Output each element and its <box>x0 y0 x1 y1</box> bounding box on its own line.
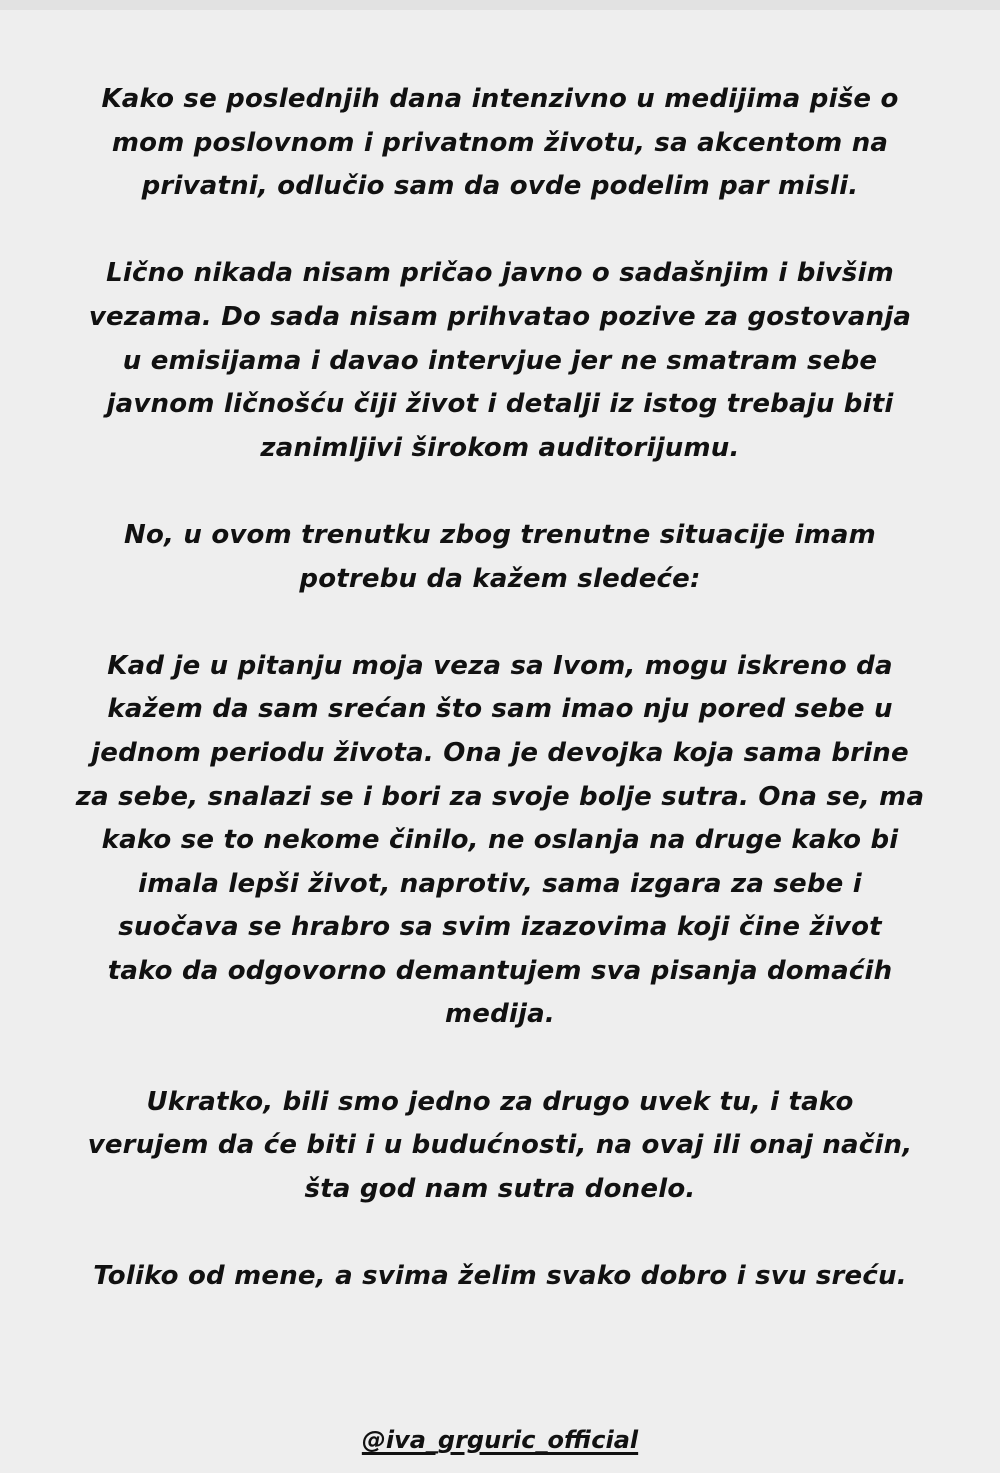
paragraph-intro <box>30 78 970 209</box>
story-progress-bar <box>0 0 1000 10</box>
paragraph-situation <box>30 514 970 601</box>
text-line: potrebu da kažem sledeće: <box>299 563 701 594</box>
paragraph-summary <box>30 1081 970 1212</box>
text-line: Kako se poslednjih dana intenzivno u medijima piše o <box>101 84 899 114</box>
text-line: jednom periodu života. Ona je devojka koja sama brine <box>91 737 909 768</box>
text-line: javnom ličnošću čiji život i detalji iz istog trebaju biti <box>106 389 894 420</box>
paragraph-closing <box>30 1255 970 1299</box>
text-line: No, u ovom trenutku zbog trenutne situacije imam <box>124 519 876 550</box>
text-line: Lično nikada nisam pričao javno o sadašnjim i bivšim <box>106 258 894 289</box>
paragraph-relationship <box>30 645 970 1037</box>
text-line: Toliko od mene, a svima želim svako dobro i svu sreću. <box>93 1261 907 1292</box>
story-text <box>30 78 970 1299</box>
text-line: tako da odgovorno demantujem sva pisanja domaćih <box>107 955 893 986</box>
text-line: za sebe, snalazi se i bori za svoje bolje sutra. Ona se, ma <box>75 781 925 812</box>
text-line: u emisijama i davao intervjue jer ne smatram sebe <box>122 345 878 376</box>
text-line: verujem da će biti i u budućnosti, na ovaj ili onaj način, <box>87 1130 913 1161</box>
paragraph-privacy <box>30 252 970 470</box>
text-line: zanimljivi širokom auditorijumu. <box>260 432 740 463</box>
text-line: Kad je u pitanju moja veza sa Ivom, mogu iskreno da <box>107 650 893 681</box>
text-line: kažem da sam srećan što sam imao nju pored sebe u <box>107 694 893 725</box>
text-line: privatni, odlučio sam da ovde podelim par misli. <box>141 171 859 202</box>
user-mention-link[interactable]: @iva_grguric_official <box>361 1426 639 1454</box>
text-line: kako se to nekome činilo, ne oslanja na druge kako bi <box>101 825 899 856</box>
text-line: Ukratko, bili smo jedno za drugo uvek tu, i tako <box>146 1086 854 1117</box>
text-line: imala lepši život, naprotiv, sama izgara za sebe i <box>138 868 862 899</box>
text-line: medija. <box>445 999 555 1030</box>
text-line: šta god nam sutra donelo. <box>304 1173 696 1204</box>
text-line: suočava se hrabro sa svim izazovima koji čine život <box>118 912 882 943</box>
text-line: mom poslovnom i privatnom životu, sa akcentom na <box>111 127 889 158</box>
text-line: vezama. Do sada nisam prihvatao pozive za gostovanja <box>88 301 912 332</box>
